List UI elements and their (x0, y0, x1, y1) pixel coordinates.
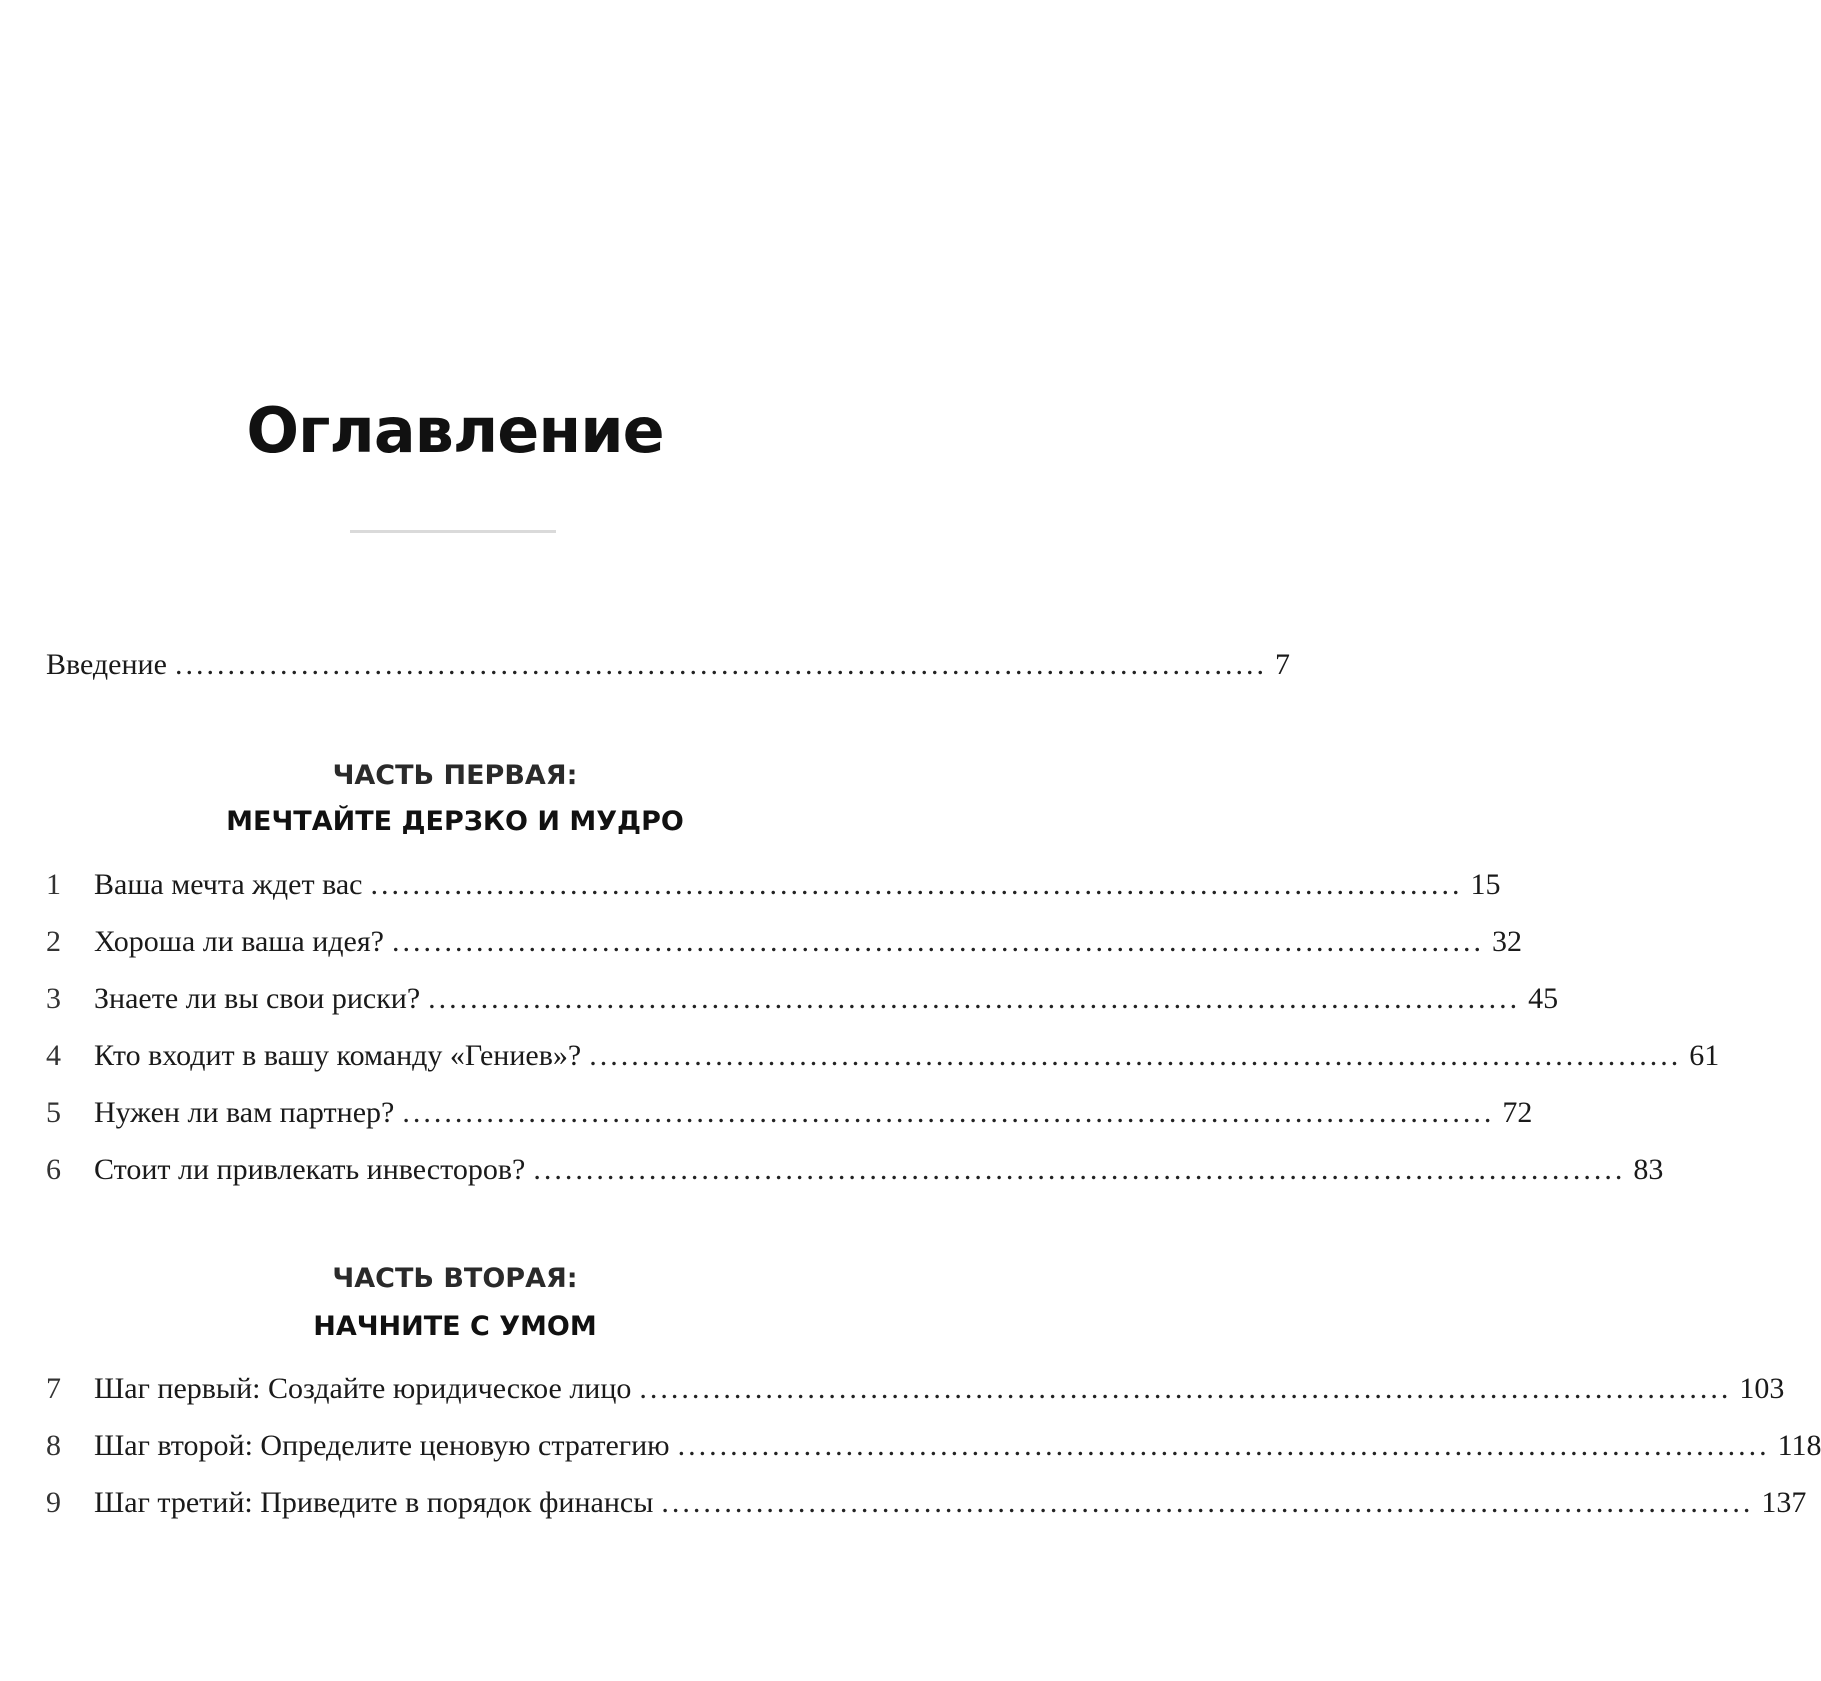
toc-entry-intro[interactable] (46, 648, 1290, 692)
chapter-number: 2 (46, 925, 61, 958)
chapter-title: Знаете ли вы свои риски? (94, 982, 421, 1015)
chapter-number: 5 (46, 1096, 61, 1129)
chapter-page: 137 (1761, 1486, 1807, 1519)
toc-entry-chapter[interactable] (46, 925, 1522, 969)
leader-dots: ........................................................................................................ (589, 1039, 1682, 1072)
chapter-title: Шаг второй: Определите ценовую стратегию (94, 1429, 670, 1462)
leader-dots: ........................................................................................................ (661, 1486, 1754, 1519)
chapter-number: 3 (46, 982, 61, 1015)
chapter-page: 61 (1689, 1039, 1720, 1072)
chapter-title: Ваша мечта ждет вас (94, 868, 363, 901)
chapter-page: 118 (1777, 1429, 1821, 1462)
leader-dots: ........................................................................................................ (402, 1096, 1495, 1129)
chapter-page: 83 (1633, 1153, 1664, 1186)
toc-entry-chapter[interactable] (46, 1153, 1664, 1197)
chapter-page: 103 (1739, 1372, 1785, 1405)
chapter-title: Шаг первый: Создайте юридическое лицо (94, 1372, 632, 1405)
chapter-number: 4 (46, 1039, 61, 1072)
chapter-number: 9 (46, 1486, 61, 1519)
chapter-page: 15 (1470, 868, 1501, 901)
chapter-number: 7 (46, 1372, 61, 1405)
chapter-page: 72 (1502, 1096, 1533, 1129)
part-2-name: НАЧНИТЕ С УМОМ (313, 1311, 597, 1342)
toc-entry-chapter[interactable] (46, 982, 1559, 1026)
leader-dots: ........................................................................................................ (391, 925, 1484, 958)
chapter-title: Хороша ли ваша идея? (94, 925, 384, 958)
toc-entry-page: 7 (1274, 648, 1290, 681)
leader-dots: ........................................................................................................ (639, 1372, 1732, 1405)
leader-dots: ........................................................................................................ (174, 648, 1267, 681)
title-divider (350, 530, 556, 533)
toc-entry-chapter[interactable] (46, 1429, 1821, 1473)
leader-dots: ........................................................................................................ (428, 982, 1521, 1015)
leader-dots: ........................................................................................................ (677, 1429, 1770, 1462)
toc-entry-chapter[interactable] (46, 1039, 1720, 1083)
chapter-title: Кто входит в вашу команду «Гениев»? (94, 1039, 582, 1072)
chapter-number: 1 (46, 868, 61, 901)
toc-entry-title: Введение (46, 648, 167, 681)
toc-entry-chapter[interactable] (46, 868, 1501, 912)
chapter-number: 8 (46, 1429, 61, 1462)
page-title: Оглавление (246, 394, 664, 467)
leader-dots: ........................................................................................................ (533, 1153, 1626, 1186)
part-2-label: ЧАСТЬ ВТОРАЯ: (332, 1263, 578, 1294)
chapter-page: 45 (1528, 982, 1559, 1015)
chapter-title: Нужен ли вам партнер? (94, 1096, 395, 1129)
chapter-page: 32 (1491, 925, 1522, 958)
part-1-name: МЕЧТАЙТЕ ДЕРЗКО И МУДРО (226, 806, 684, 837)
part-1-label: ЧАСТЬ ПЕРВАЯ: (332, 760, 578, 791)
toc-entry-chapter[interactable] (46, 1096, 1533, 1140)
leader-dots: ........................................................................................................ (370, 868, 1463, 901)
chapter-number: 6 (46, 1153, 61, 1186)
chapter-title: Стоит ли привлекать инвесторов? (94, 1153, 526, 1186)
chapter-title: Шаг третий: Приведите в порядок финансы (94, 1486, 654, 1519)
toc-entry-chapter[interactable] (46, 1486, 1807, 1530)
toc-entry-chapter[interactable] (46, 1372, 1785, 1416)
